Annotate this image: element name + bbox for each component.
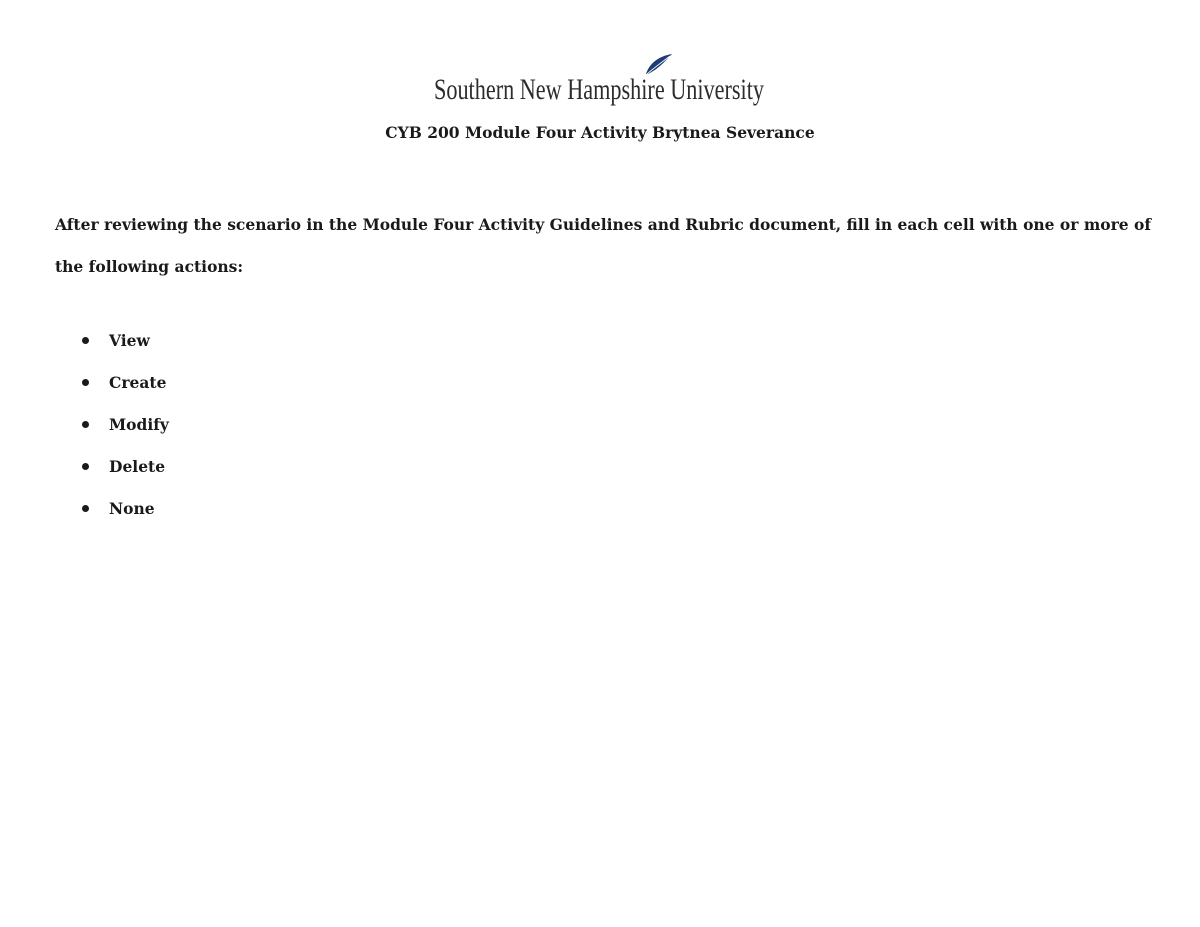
bullet-icon	[82, 421, 89, 428]
action-label-create: Create	[109, 373, 167, 392]
action-label-view: View	[109, 331, 150, 350]
bullet-icon	[82, 463, 89, 470]
action-label-delete: Delete	[109, 457, 166, 476]
action-label-none: None	[109, 499, 155, 518]
logo-wordmark: Southern New Hampshire University	[434, 73, 764, 106]
university-logo	[434, 52, 768, 108]
intro-paragraph: After reviewing the scenario in the Module Four Activity Guidelines and Rubric document, fill in each cell with one or more of the following actions:	[55, 215, 1152, 276]
bullet-icon	[82, 337, 89, 344]
action-label-modify: Modify	[109, 415, 169, 434]
bullet-icon	[82, 379, 89, 386]
document-title: CYB 200 Module Four Activity Brytnea Severance	[385, 123, 815, 142]
bullet-icon	[82, 505, 89, 512]
